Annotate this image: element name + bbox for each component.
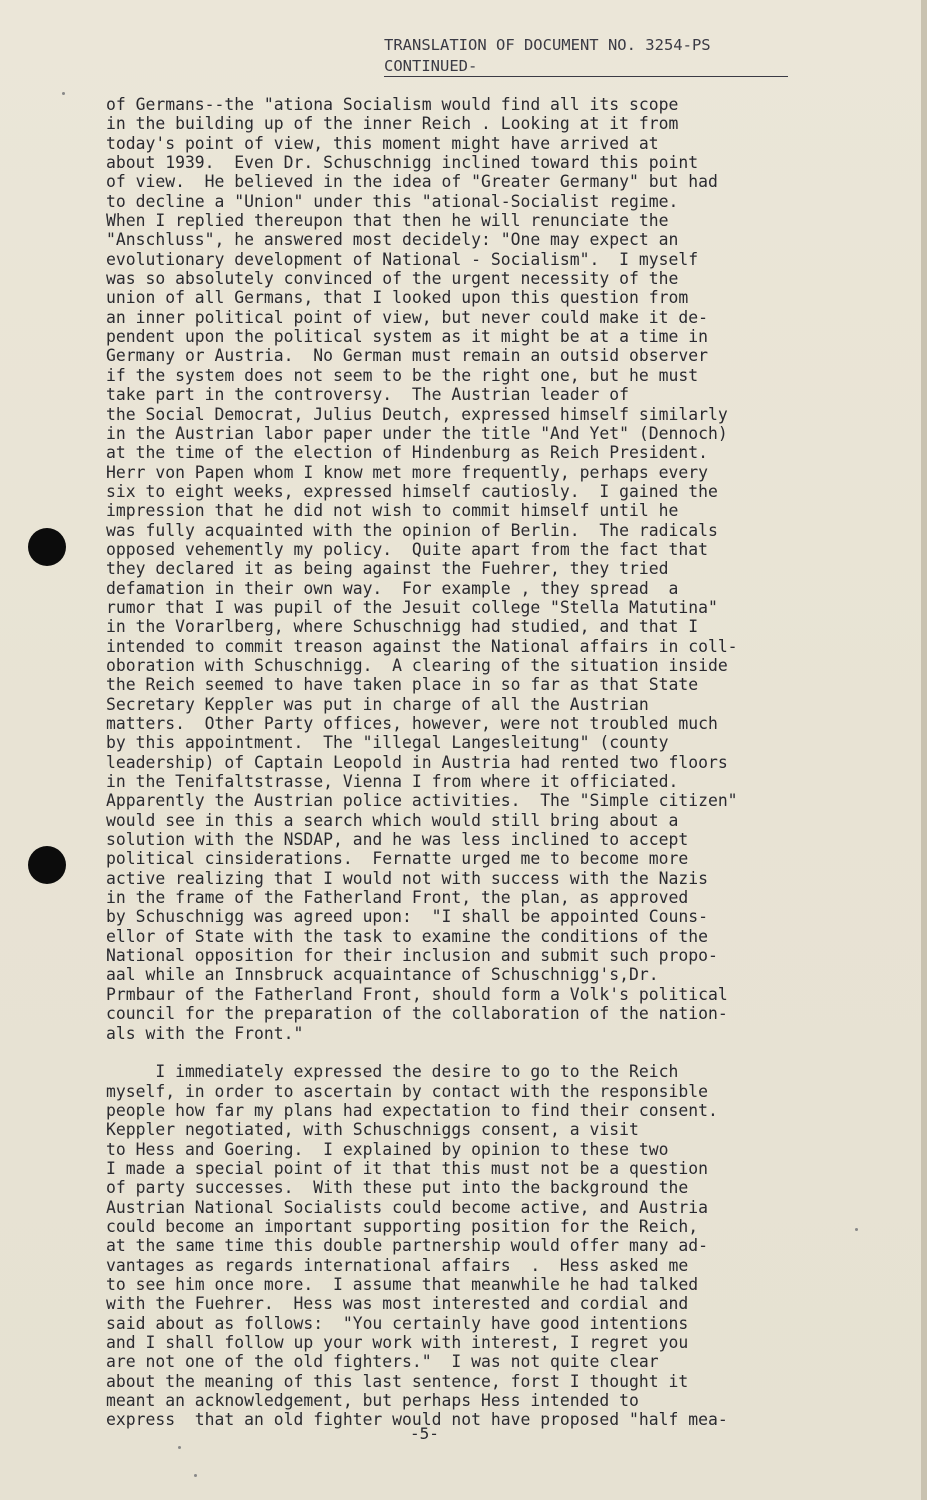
text-line: would see in this a search which would still bring about a [106, 810, 679, 830]
text-line: defamation in their own way. For example , they spread a [106, 578, 679, 598]
paragraph-2 [106, 1062, 846, 1430]
text-line: "Anschluss", he answered most decidely: "One may expect an [106, 230, 679, 250]
page-number: -5- [410, 1424, 439, 1443]
text-line: of view. He believed in the idea of "Greater Germany" but had [106, 172, 718, 192]
text-line: express that an old fighter would not have proposed "half mea- [106, 1410, 728, 1430]
text-line: I made a special point of it that this must not be a question [106, 1158, 708, 1178]
speck [855, 1228, 858, 1231]
text-line: Prmbaur of the Fatherland Front, should form a Volk's political [106, 984, 728, 1004]
text-line: of Germans--the "ationa Socialism would find all its scope [106, 95, 679, 114]
text-line: myself, in order to ascertain by contact with the responsible [106, 1081, 708, 1101]
text-line: intended to commit treason against the National affairs in coll- [106, 636, 738, 656]
text-line: matters. Other Party offices, however, were not troubled much [106, 714, 718, 733]
document-header [384, 36, 788, 77]
text-line: council for the preparation of the collaboration of the nation- [106, 1004, 728, 1024]
text-line: oboration with Schuschnigg. A clearing of the situation inside [106, 655, 728, 675]
text-line: union of all Germans, that I looked upon this question from [106, 288, 689, 308]
text-line: When I replied thereupon that then he will renunciate the [106, 211, 669, 231]
text-line: I immediately expressed the desire to go to the Reich [106, 1062, 679, 1082]
punch-hole-bottom [28, 846, 66, 884]
page-edge [921, 0, 927, 1500]
header-subtitle [384, 57, 788, 77]
text-line: opposed vehemently my policy. Quite apart from the fact that [106, 539, 708, 559]
text-line: people how far my plans had expectation to find their consent. [106, 1100, 718, 1120]
text-line: meant an acknowledgement, but perhaps Hess intended to [106, 1391, 639, 1411]
text-line: the Social Democrat, Julius Deutch, expressed himself similarly [106, 404, 728, 424]
text-line: if the system does not seem to be the right one, but he must [106, 365, 699, 385]
header-subtitle-text: CONTINUED- [384, 57, 478, 75]
text-line: solution with the NSDAP, and he was less inclined to accept [106, 830, 689, 850]
text-line: National opposition for their inclusion and submit such propo- [106, 946, 718, 966]
text-line: by Schuschnigg was agreed upon: "I shall be appointed Couns- [106, 907, 708, 927]
text-line: with the Fuehrer. Hess was most interested and cordial and [106, 1294, 689, 1314]
text-line: the Reich seemed to have taken place in so far as that State [106, 675, 699, 695]
punch-hole-top [28, 528, 66, 566]
text-line: today's point of view, this moment might have arrived at [106, 133, 659, 153]
text-line: Keppler negotiated, with Schuschniggs consent, a visit [106, 1120, 639, 1140]
text-line: leadership) of Captain Leopold in Austria had rented two floors [106, 752, 728, 772]
text-line: said about as follows: "You certainly have good intentions [106, 1313, 689, 1333]
text-line: political cinsiderations. Fernatte urged me to become more [106, 849, 689, 869]
text-line: aal while an Innsbruck acquaintance of Schuschnigg's,Dr. [106, 965, 659, 985]
text-line: to Hess and Goering. I explained by opinion to these two [106, 1139, 669, 1159]
text-line: and I shall follow up your work with interest, I regret you [106, 1333, 689, 1352]
text-line: could become an important supporting position for the Reich, [106, 1216, 699, 1236]
text-line: of party successes. With these put into the background the [106, 1178, 689, 1198]
text-line: to decline a "Union" under this "ational-Socialist regime. [106, 191, 679, 211]
text-line: at the same time this double partnership would offer many ad- [106, 1236, 708, 1256]
text-line: Germany or Austria. No German must remain an outsid observer [106, 346, 708, 366]
text-line: in the Tenifaltstrasse, Vienna I from where it officiated. [106, 772, 679, 792]
text-line: in the building up of the inner Reich . Looking at it from [106, 114, 679, 134]
text-line: Herr von Papen whom I know met more frequently, perhaps every [106, 462, 708, 482]
text-line: was fully acquainted with the opinion of Berlin. The radicals [106, 520, 718, 540]
speck [62, 92, 65, 95]
text-line: by this appointment. The "illegal Langesleitung" (county [106, 733, 669, 753]
text-line: six to eight weeks, expressed himself cautiosly. I gained the [106, 481, 718, 501]
text-line: Secretary Keppler was put in charge of all the Austrian [106, 694, 649, 714]
text-line: Apparently the Austrian police activities. The "Simple citizen" [106, 791, 738, 811]
text-line: are not one of the old fighters." I was not quite clear [106, 1352, 659, 1372]
text-line: rumor that I was pupil of the Jesuit college "Stella Matutina" [106, 597, 718, 617]
text-line: in the Vorarlberg, where Schuschnigg had studied, and that I [106, 617, 699, 637]
speck [178, 1446, 181, 1449]
paragraph-1 [106, 95, 846, 1043]
text-line: they declared it as being against the Fuehrer, they tried [106, 559, 669, 579]
text-line: evolutionary development of National - Socialism". I myself [106, 249, 699, 269]
text-line: impression that he did not wish to commit himself until he [106, 501, 679, 521]
text-line: vantages as regards international affairs . Hess asked me [106, 1255, 689, 1275]
header-title: TRANSLATION OF DOCUMENT NO. 3254-PS [384, 36, 711, 54]
text-line: active realizing that I would not with success with the Nazis [106, 868, 708, 888]
text-line: pendent upon the political system as it might be at a time in [106, 327, 708, 347]
text-line: in the frame of the Fatherland Front, the plan, as approved [106, 888, 689, 908]
text-line: about 1939. Even Dr. Schuschnigg inclined toward this point [106, 153, 699, 173]
speck [194, 1474, 197, 1477]
document-body [106, 95, 846, 1430]
text-line: take part in the controversy. The Austrian leader of [106, 385, 630, 405]
text-line: about the meaning of this last sentence, forst I thought it [106, 1371, 689, 1391]
text-line: als with the Front." [106, 1023, 304, 1043]
text-line: to see him once more. I assume that meanwhile he had talked [106, 1274, 699, 1294]
text-line: in the Austrian labor paper under the title "And Yet" (Dennoch) [106, 423, 728, 443]
text-line: at the time of the election of Hindenburg as Reich President. [106, 443, 708, 463]
text-line: was so absolutely convinced of the urgent necessity of the [106, 269, 679, 289]
text-line: an inner political point of view, but never could make it de- [106, 307, 708, 327]
text-line: Austrian National Socialists could become active, and Austria [106, 1197, 708, 1217]
text-line: ellor of State with the task to examine the conditions of the [106, 926, 708, 946]
